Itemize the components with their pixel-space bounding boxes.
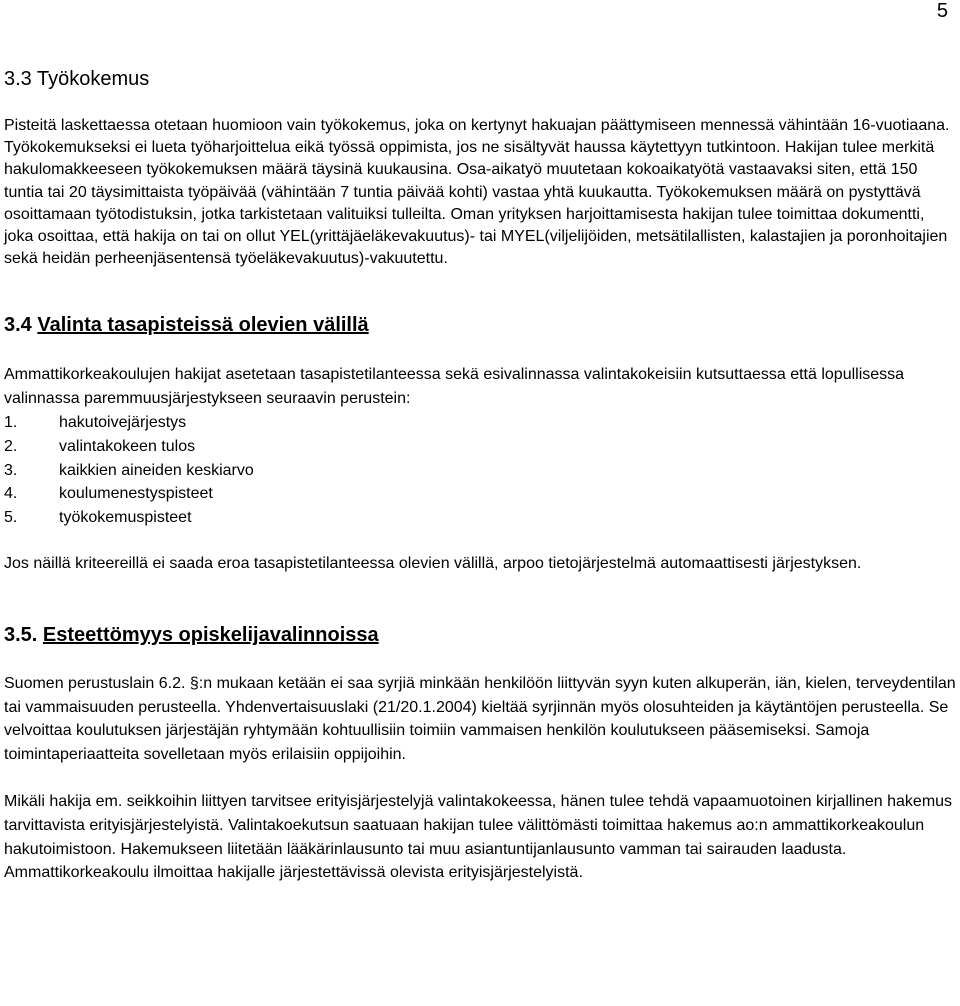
list-item-text: työkokemuspisteet	[59, 509, 192, 527]
list-item	[4, 459, 956, 483]
page-number: 5	[936, 0, 948, 22]
list-item-text: hakutoivejärjestys	[59, 414, 187, 432]
section-heading-work-experience: 3.3 Työkokemus	[4, 68, 150, 90]
section-title: Valinta tasapisteissä olevien välillä	[37, 314, 369, 337]
list-item-text: valintakokeen tulos	[59, 437, 196, 455]
section-title: Esteettömyys opiskelijavalinnoissa	[42, 623, 379, 646]
list-item	[4, 435, 956, 459]
work-experience-paragraph: Pisteitä laskettaessa otetaan huomioon vain työkokemus, joka on kertynyt hakuajan päättymiseen mennessä vähintään 16-vuotiaana. Työkokemukseksi ei lueta työharjoittelua eikä työssä oppimista, jos ne sisältyvät haussa käytettyyn tutkintoon. Hakijan tulee merkitä hakulomakkeeseen työkokemuksen määrä täysinä kuukausina. Osa-aikatyö muutetaan kokoaikatyötä vastaavaksi siten, että 150 tuntia tai 20 täysimittaista työpäivää (vähintään 7 tuntia päivää kohti) vastaa yhtä kuukautta. Työkokemuksen määrä on pystyttävä osoittamaan työtodistuksin, jotka tarkistetaan valituiksi tulleilta. Oman yrityksen harjoittamisesta hakijan tulee toimittaa dokumentti, joka osoittaa, että hakija on tai on ollut YEL(yrittäjäeläkevakuutus)- tai MYEL(viljelijöiden, metsätilallisten, kalastajien ja poronhoitajien sekä heidän perheenjäsentensä työeläkevakuutus)-vakuutettu.	[4, 117, 950, 268]
list-item	[4, 506, 956, 530]
list-item-number: 3.	[4, 461, 18, 479]
page-content	[4, 66, 956, 885]
list-item	[4, 482, 956, 506]
tie-break-intro: Ammattikorkeakoulujen hakijat asetetaan tasapistetilanteessa sekä esivalinnassa valintakokeisiin kutsuttaessa että lopullisessa valinnassa paremmuusjärjestykseen seuraavin perustein:	[4, 366, 905, 408]
list-item-number: 5.	[4, 509, 18, 527]
section-heading-tie-break	[4, 312, 956, 338]
section-number: 3.4	[4, 314, 32, 337]
list-item-text: kaikkien aineiden keskiarvo	[59, 461, 254, 479]
accessibility-paragraph-1: Suomen perustuslain 6.2. §:n mukaan ketään ei saa syrjiä minkään henkilöön liittyvän syyn kuten alkuperän, iän, kielen, terveydentilan tai vammaisuuden perusteella. Yhdenvertaisuuslaki (21/20.1.2004) kieltää syrjinnän myös olosuhteiden ja käytäntöjen perusteella. Se velvoittaa koulutuksen järjestäjän ryhtymään kohtuullisiin toimiin vammaisen henkilön koulutukseen pääsemiseksi. Samoja toimintaperiaatteita sovelletaan myös erilaisiin oppijoihin.	[4, 674, 956, 764]
tie-break-closing: Jos näillä kriteereillä ei saada eroa tasapistetilanteessa olevien välillä, arpoo tietojärjestelmä automaattisesti järjestyksen.	[4, 555, 862, 572]
list-item-number: 1.	[4, 414, 18, 432]
list-item	[4, 411, 956, 435]
list-item-text: koulumenestyspisteet	[59, 485, 213, 503]
list-item-number: 4.	[4, 485, 18, 503]
accessibility-paragraph-2: Mikäli hakija em. seikkoihin liittyen tarvitsee erityisjärjestelyjä valintakokeessa, hänen tulee tehdä vapaamuotoinen kirjallinen hakemus tarvittavista erityisjärjestelyistä. Valintakoekutsun saatuaan hakijan tulee välittömästi toimittaa hakemus ao:n ammattikorkeakoulun hakutoimistoon. Hakemukseen liitetään lääkärinlausunto tai muu asiantuntijanlausunto vamman tai sairauden laadusta. Ammattikorkeakoulu ilmoittaa hakijalle järjestettävissä olevista erityisjärjestelyistä.	[4, 792, 953, 882]
tie-break-criteria-list	[4, 411, 956, 530]
section-number: 3.5.	[4, 623, 38, 646]
section-heading-accessibility	[4, 622, 956, 648]
list-item-number: 2.	[4, 437, 18, 455]
